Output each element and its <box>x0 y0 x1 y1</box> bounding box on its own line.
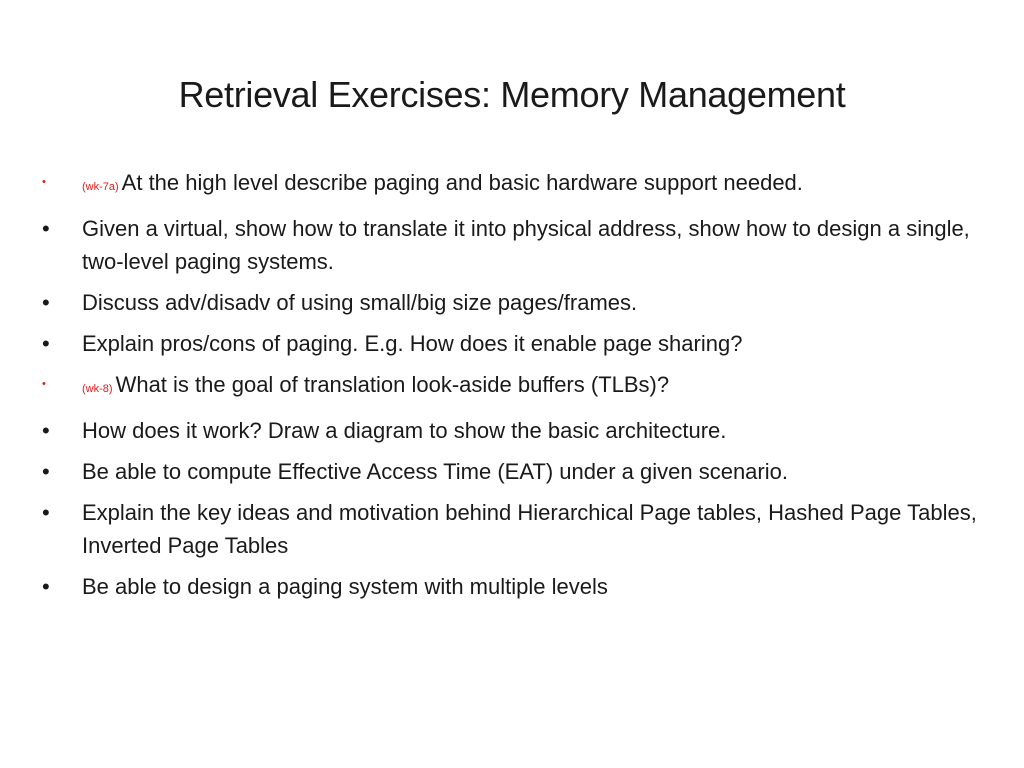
bullet-text: Explain the key ideas and motivation behind Hierarchical Page tables, Hashed Page Tables, Inverted Page Tables <box>82 500 977 558</box>
list-item <box>42 455 992 488</box>
bullet-text: How does it work? Draw a diagram to show the basic architecture. <box>82 418 727 443</box>
list-item <box>42 414 992 447</box>
list-item <box>42 212 992 278</box>
bullet-text: Given a virtual, show how to translate it into physical address, show how to design a single, two-level paging systems. <box>82 216 970 274</box>
bullet-marker: • <box>42 290 50 315</box>
list-item <box>42 327 992 360</box>
bullet-marker: • <box>42 176 46 188</box>
bullet-marker: • <box>42 574 50 599</box>
bullet-marker: • <box>42 216 50 241</box>
list-item <box>42 286 992 319</box>
list-item <box>42 368 992 406</box>
week-tag: (wk-8) <box>82 383 113 395</box>
bullet-marker: • <box>42 459 50 484</box>
bullet-marker: • <box>42 378 46 390</box>
bullet-text: Discuss adv/disadv of using small/big size pages/frames. <box>82 290 638 315</box>
slide-title: Retrieval Exercises: Memory Management <box>178 74 846 115</box>
bullet-marker: • <box>42 418 50 443</box>
bullet-text: Be able to compute Effective Access Time (EAT) under a given scenario. <box>82 459 788 484</box>
bullet-marker: • <box>42 500 50 525</box>
bullet-marker: • <box>42 331 50 356</box>
list-item <box>42 166 992 204</box>
bullet-list <box>42 166 992 611</box>
bullet-text: What is the goal of translation look-aside buffers (TLBs)? <box>115 372 670 397</box>
bullet-text: At the high level describe paging and basic hardware support needed. <box>121 170 803 195</box>
list-item <box>42 496 992 562</box>
bullet-text: Be able to design a paging system with multiple levels <box>82 574 608 599</box>
list-item <box>42 570 992 603</box>
week-tag: (wk-7a) <box>82 181 119 193</box>
bullet-text: Explain pros/cons of paging. E.g. How does it enable page sharing? <box>82 331 743 356</box>
